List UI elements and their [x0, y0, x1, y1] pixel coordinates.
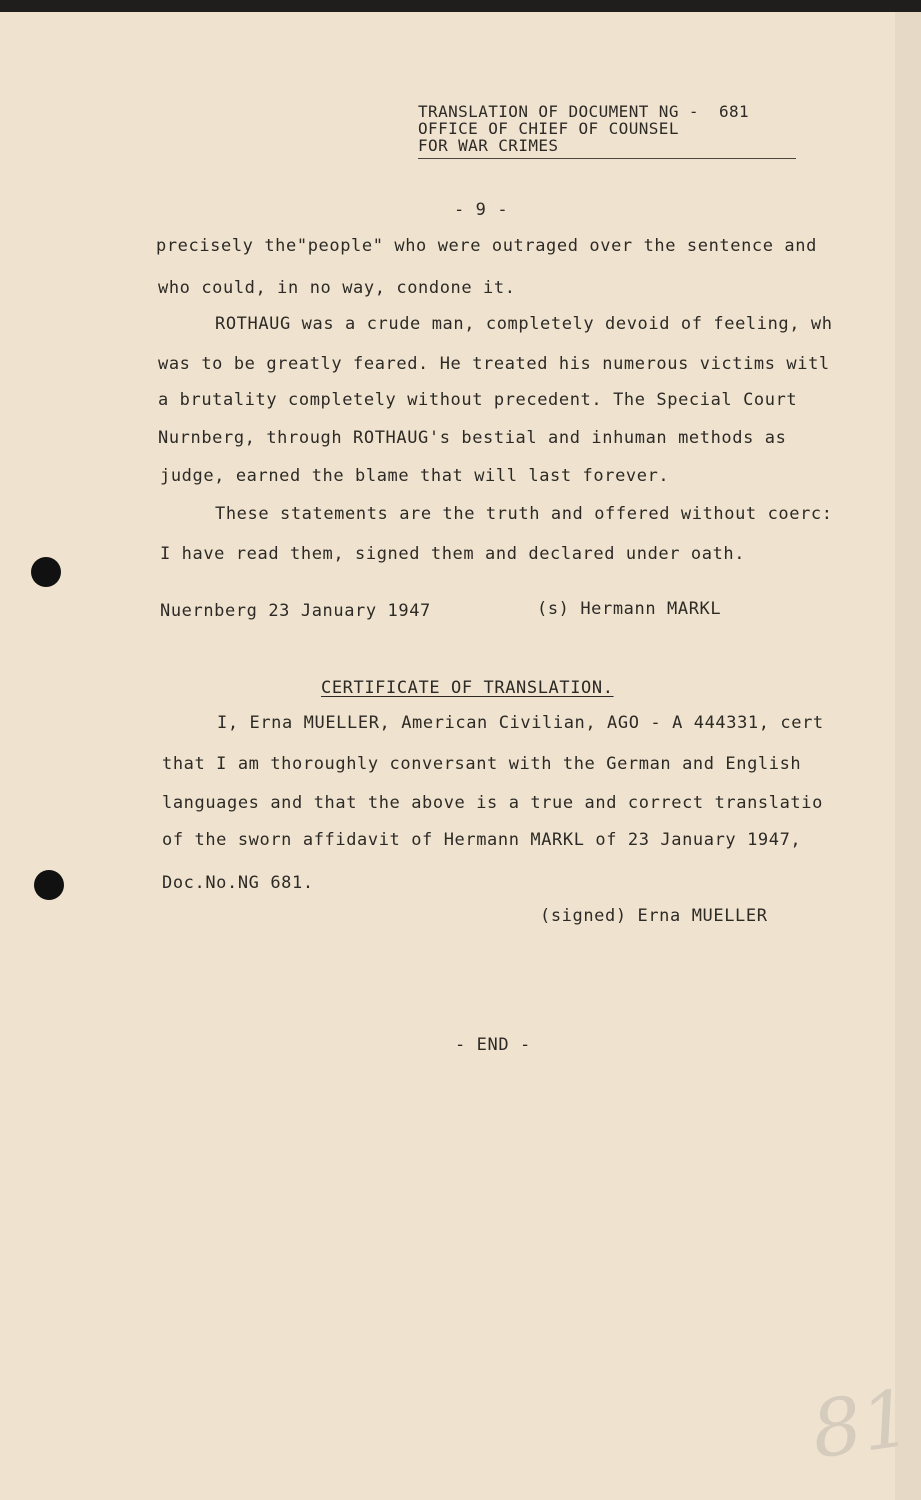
end-marker: - END - [455, 1035, 531, 1055]
certificate-line-1: I, Erna MUELLER, American Civilian, AGO - A 444331, cert [217, 713, 824, 733]
paragraph-2-line-4: Nurnberg, through ROTHAUG's bestial and inhuman methods as [158, 428, 787, 448]
affiant-signature: (s) Hermann MARKL [537, 599, 722, 619]
header-rule [418, 158, 796, 159]
paragraph-2-line-3: a brutality completely without precedent. The Special Court [158, 390, 798, 410]
header-line-2: OFFICE OF CHIEF OF COUNSEL [418, 119, 679, 138]
paper-right-edge [895, 12, 921, 1500]
page-number: - 9 - [454, 200, 509, 220]
certificate-line-4: of the sworn affidavit of Hermann MARKL of 23 January 1947, [162, 830, 802, 850]
header-line-1: TRANSLATION OF DOCUMENT NG - 681 [418, 102, 750, 121]
place-and-date: Nuernberg 23 January 1947 [160, 601, 431, 621]
certificate-line-2: that I am thoroughly conversant with the German and English [162, 754, 802, 774]
translator-signature: (signed) Erna MUELLER [540, 906, 768, 926]
punch-hole-lower [34, 870, 64, 900]
document-header [418, 103, 798, 154]
punch-hole-upper [31, 557, 61, 587]
paragraph-2-line-5: judge, earned the blame that will last forever. [160, 466, 670, 486]
paragraph-3-line-1: These statements are the truth and offered without coerc: [215, 504, 833, 524]
paragraph-1-line-1: precisely the"people" who were outraged over the sentence and [156, 236, 817, 256]
scanner-top-edge [0, 0, 921, 12]
certificate-line-3: languages and that the above is a true and correct translatio [162, 793, 823, 813]
certificate-title: CERTIFICATE OF TRANSLATION. [321, 678, 614, 698]
handwritten-page-number: 81 [806, 1373, 918, 1477]
paragraph-3-line-2: I have read them, signed them and declared under oath. [160, 544, 746, 564]
certificate-line-5: Doc.No.NG 681. [162, 873, 314, 893]
header-line-3: FOR WAR CRIMES [418, 136, 559, 155]
paragraph-2-line-1: ROTHAUG was a crude man, completely devoid of feeling, wh [215, 314, 833, 334]
paragraph-1-line-2: who could, in no way, condone it. [158, 278, 516, 298]
paragraph-2-line-2: was to be greatly feared. He treated his numerous victims witl [158, 354, 830, 374]
